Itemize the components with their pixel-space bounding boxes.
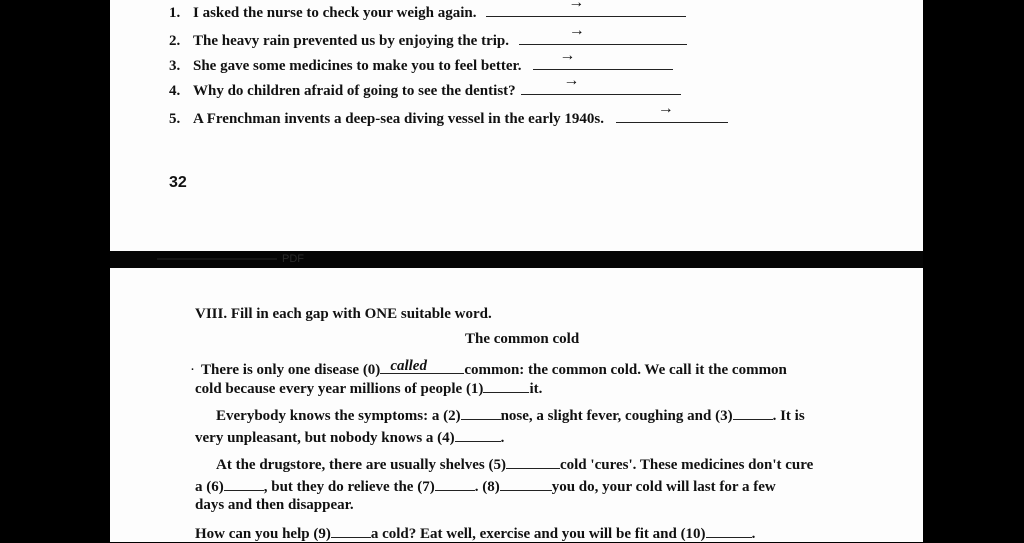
answer-blank — [521, 72, 681, 95]
page-number: 32 — [169, 174, 187, 191]
gap-8 — [500, 476, 552, 491]
arrow-icon: → — [657, 100, 674, 117]
gap-7 — [435, 476, 475, 491]
answer-blank — [616, 100, 728, 123]
passage-line: How can you help (9) a cold? Eat well, exercise and you will be fit and (10) . — [195, 523, 755, 543]
sentence-text: She gave some medicines to make you to feel better. — [193, 58, 522, 74]
exercise-item-4: 4. Why do children afraid of going to see the dentist? → — [169, 80, 681, 100]
gap-2 — [461, 405, 501, 420]
answer-blank — [533, 47, 673, 70]
gap-6 — [224, 476, 264, 491]
arrow-icon: → — [568, 22, 585, 39]
divider-mark — [157, 258, 277, 260]
passage-line: cold because every year millions of people (1) it. — [195, 378, 542, 398]
exercise-item-3: 3. She gave some medicines to make you to feel better. → — [169, 55, 673, 75]
gap-4 — [455, 427, 501, 442]
exercise-item-2: 2. The heavy rain prevented us by enjoying the trip. → — [169, 30, 687, 50]
passage-title: The common cold — [465, 331, 580, 347]
gap-1 — [483, 378, 529, 393]
divider-label: PDF — [282, 253, 304, 265]
exercise-item-1: 1. I asked the nurse to check your weigh again. → — [169, 2, 686, 22]
passage-line: days and then disappear. — [195, 497, 354, 513]
sentence-text: Why do children afraid of going to see the dentist? — [193, 83, 516, 99]
sentence-text: A Frenchman invents a deep-sea diving vessel in the early 1940s. — [193, 111, 604, 127]
answer-blank — [519, 22, 687, 45]
passage-line: · There is only one disease (0) called common: the common cold. We call it the common — [190, 358, 787, 378]
passage-line: a (6) , but they do relieve the (7) . (8) you do, your cold will last for a few — [195, 476, 776, 496]
arrow-icon: → — [568, 0, 585, 11]
passage-line: very unpleasant, but nobody knows a (4) . — [195, 427, 504, 447]
sentence-text: The heavy rain prevented us by enjoying the trip. — [193, 33, 509, 49]
example-answer: called — [390, 358, 427, 374]
exercise-heading: VIII. Fill in each gap with ONE suitable word. — [195, 306, 492, 322]
gap-10 — [706, 523, 752, 538]
arrow-icon: → — [563, 72, 580, 89]
sentence-text: I asked the nurse to check your weigh again. — [193, 5, 477, 21]
gap-3 — [733, 405, 773, 420]
gap-0 — [380, 359, 464, 374]
gap-5 — [506, 454, 560, 469]
answer-blank — [486, 2, 686, 17]
gap-9 — [331, 523, 371, 538]
arrow-icon: → — [559, 47, 576, 64]
exercise-item-5: 5. A Frenchman invents a deep-sea diving vessel in the early 1940s. → — [169, 108, 728, 128]
passage-line: Everybody knows the symptoms: a (2) nose, a slight fever, coughing and (3) . It is — [216, 405, 805, 425]
passage-line: At the drugstore, there are usually shelves (5) cold 'cures'. These medicines don't cure — [216, 454, 813, 474]
